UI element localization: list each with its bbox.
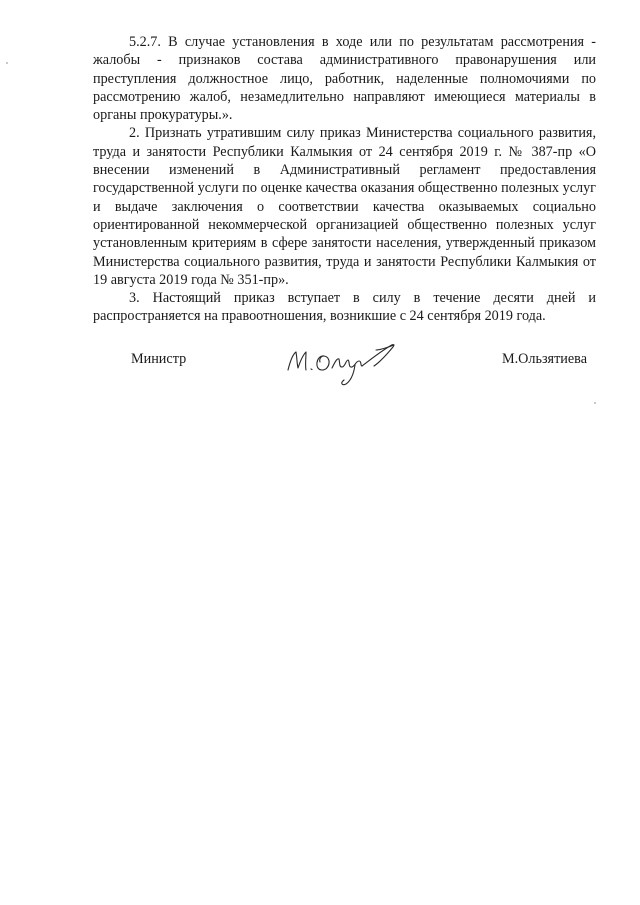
paragraph-2: 2. Признать утратившим силу приказ Министерства социального развития, труда и занятости Республики Калмыкия от 24 сентября 2019 г. № 387-пр «О внесении изменений в Административный регламент предоставления государственной услуги по оценке качества оказания общественно полезных услуг и выдаче заключения о соответствии качества оказываемых социально ориентированной некоммерческой организацией общественно полезных услуг установленным критериям в сфере занятости населения, утвержденный приказом Министерства социального развития, труда и занятости Республики Калмыкия от 19 августа 2019 года № 351-пр». bbox=[93, 125, 596, 288]
signatory-name: М.Ользятиева bbox=[502, 351, 587, 367]
scan-artifact bbox=[6, 62, 8, 64]
paragraph-5-2-7: 5.2.7. В случае установления в ходе или по результатам рассмотрения - жалобы - признаков состава административного правонарушения или преступления должностное лицо, работник, наделенные полномочиями по рассмотрению жалоб, незамедлительно направляют имеющиеся материалы в органы прокуратуры.». bbox=[93, 34, 596, 124]
signature-block bbox=[0, 347, 640, 397]
scan-artifact bbox=[594, 402, 596, 404]
handwritten-signature bbox=[282, 340, 402, 390]
signatory-title: Министр bbox=[131, 351, 187, 367]
paragraph-3: 3. Настоящий приказ вступает в силу в течение десяти дней и распространяется на правоотношения, возникшие с 24 сентября 2019 года. bbox=[93, 290, 596, 325]
document-body bbox=[93, 33, 596, 326]
